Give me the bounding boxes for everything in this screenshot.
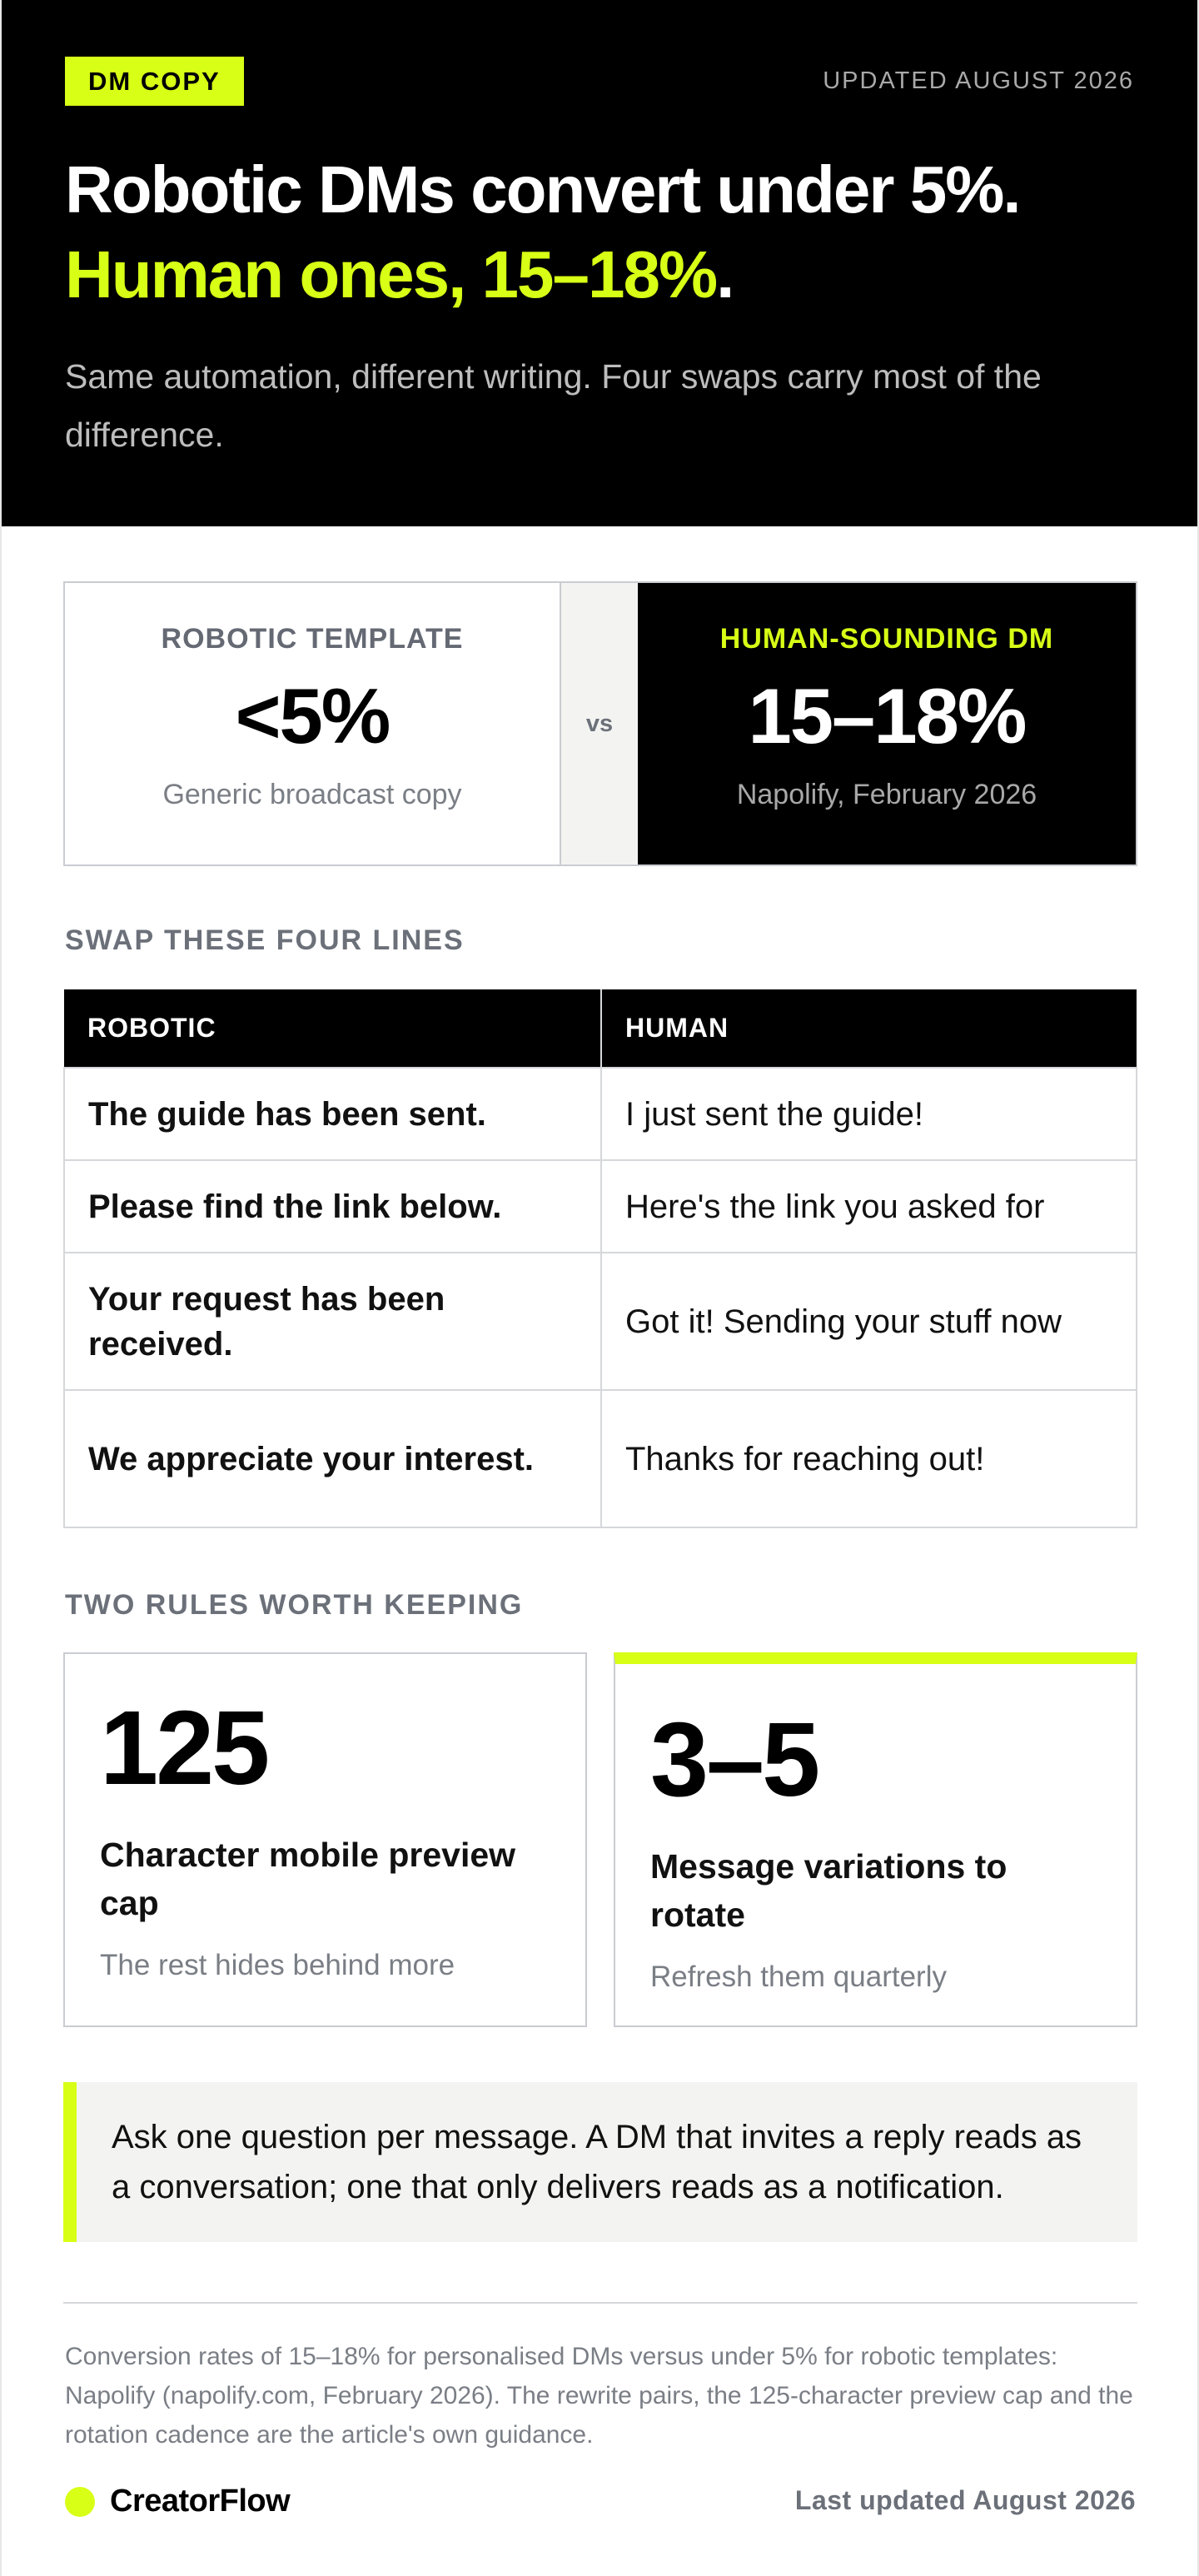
last-updated: Last updated August 2026 — [794, 2485, 1136, 2515]
rule-title: Character mobile preview cap — [100, 1836, 516, 1922]
human-stat-card — [638, 583, 1136, 864]
footer-divider — [63, 2302, 1137, 2304]
robotic-cell: We appreciate your interest. — [64, 1390, 601, 1527]
rule-card-highlighted — [614, 1652, 1137, 2027]
hero-top-bar — [65, 57, 1134, 106]
robotic-stat-card — [65, 583, 560, 864]
robotic-cell: Please find the link below. — [64, 1160, 601, 1253]
robotic-cell: The guide has been sent. — [64, 1068, 601, 1160]
rule-subtext: Refresh them quarterly — [650, 1961, 947, 1993]
brand-name: CreatorFlow — [110, 2484, 291, 2519]
rule-number: 125 — [100, 1689, 268, 1806]
rule-title: Message variations to rotate — [650, 1847, 1007, 1934]
tip-callout: Ask one question per message. A DM that invites a reply reads as a conversation; one that only delivers reads as a notification. — [63, 2082, 1137, 2242]
column-header-human: HUMAN — [601, 989, 1137, 1068]
vs-divider: vs — [560, 583, 638, 864]
human-stat-note: Napolify, February 2026 — [736, 779, 1037, 810]
rule-subtext: The rest hides behind more — [100, 1949, 455, 1981]
robotic-stat-note: Generic broadcast copy — [162, 779, 462, 810]
robotic-cell: Your request has been received. — [64, 1253, 601, 1390]
table-row — [64, 1253, 1137, 1390]
table-row — [64, 1068, 1137, 1160]
human-stat-label: HUMAN-SOUNDING DM — [719, 623, 1054, 655]
table-row — [64, 1160, 1137, 1253]
rules-section-label: TWO RULES WORTH KEEPING — [65, 1589, 524, 1621]
swap-section-label: SWAP THESE FOUR LINES — [65, 924, 465, 956]
category-tag: DM COPY — [65, 57, 244, 106]
rule-number: 3–5 — [650, 1701, 818, 1818]
robotic-stat-value: <5% — [235, 672, 390, 760]
robotic-stat-label: ROBOTIC TEMPLATE — [161, 623, 464, 655]
headline-line-2-wrap — [65, 232, 1134, 317]
headline-line-1: Robotic DMs convert under 5%. — [65, 152, 1020, 227]
human-stat-value: 15–18% — [748, 672, 1026, 760]
rule-cards — [63, 1652, 1137, 2027]
headline — [65, 147, 1134, 317]
headline-period: . — [716, 237, 734, 311]
column-header-robotic: ROBOTIC — [64, 989, 601, 1068]
human-cell: Here's the link you asked for — [601, 1160, 1137, 1253]
human-cell: Thanks for reaching out! — [601, 1390, 1137, 1527]
hero-section — [2, 0, 1197, 526]
source-footnote: Conversion rates of 15–18% for personalised DMs versus under 5% for robotic templates: Napolify (napolify.com, February 2026). The rewrite pairs, the 125-character preview cap and the rotation cadence are the article's own guidance. — [65, 2343, 1133, 2449]
subhead: Same automation, different writing. Four swaps carry most of the difference. — [65, 357, 1042, 454]
brand-logo — [65, 2484, 290, 2519]
updated-date: UPDATED AUGUST 2026 — [823, 67, 1134, 94]
headline-line-2: Human ones, 15–18% — [65, 237, 717, 311]
human-cell: Got it! Sending your stuff now — [601, 1253, 1137, 1390]
table-row — [64, 1390, 1137, 1527]
human-cell: I just sent the guide! — [601, 1068, 1137, 1160]
rule-card — [63, 1652, 587, 2027]
brand-dot-icon — [65, 2487, 95, 2517]
table-header-row — [64, 989, 1137, 1068]
swap-table — [63, 989, 1137, 1528]
comparison-panel — [63, 581, 1137, 866]
